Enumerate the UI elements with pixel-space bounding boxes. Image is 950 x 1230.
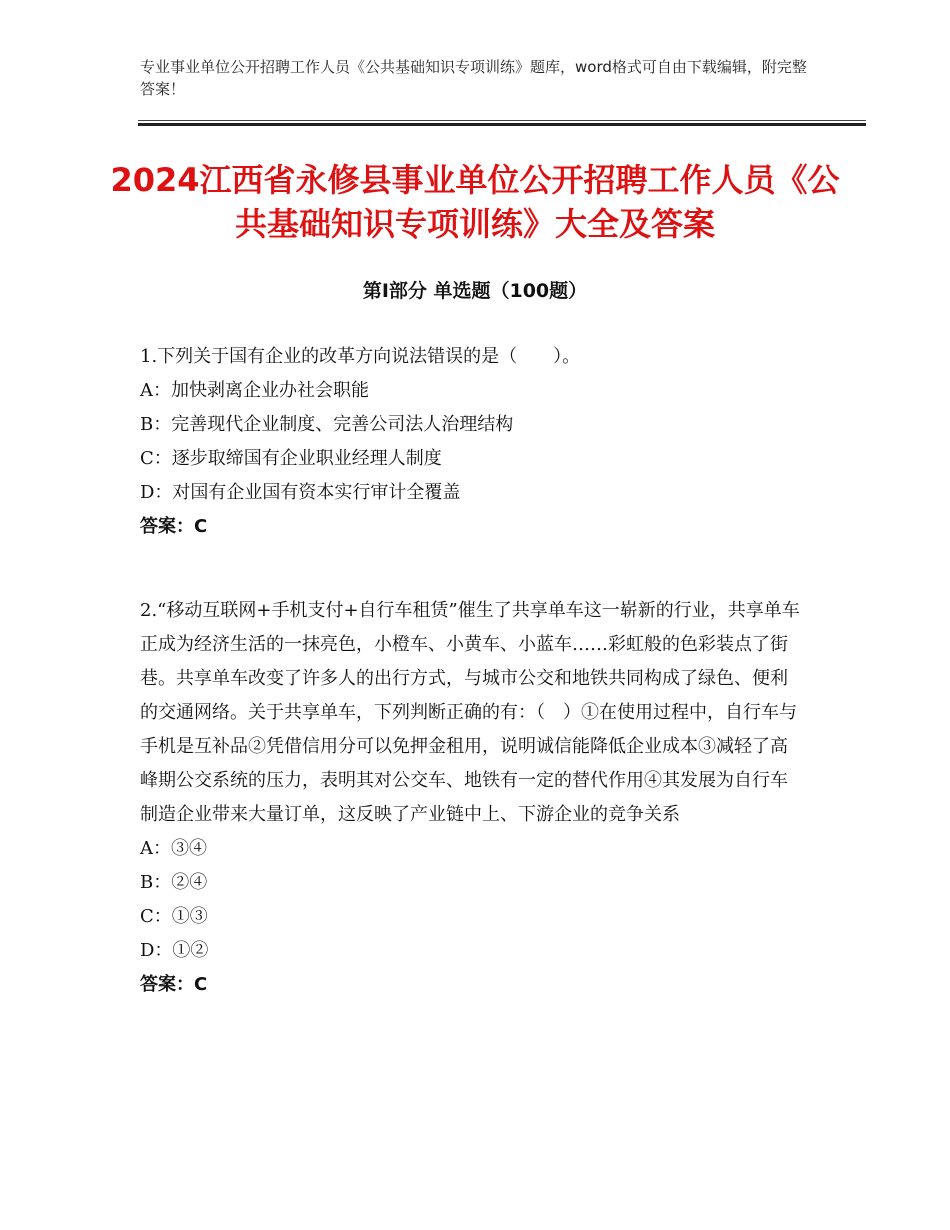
- header-divider-thick: [138, 123, 866, 126]
- question-spacer: [140, 544, 800, 594]
- option-d: D：①②: [140, 940, 209, 961]
- document-title: 2024江西省永修县事业单位公开招聘工作人员《公共基础知识专项训练》大全及答案: [110, 161, 840, 243]
- option-b: B：完善现代企业制度、完善公司法人治理结构: [140, 414, 514, 435]
- header-divider-thin: [138, 120, 866, 121]
- option-c: C：①③: [140, 906, 208, 927]
- option-d: D：对国有企业国有资本实行审计全覆盖: [140, 482, 461, 503]
- answer: 答案：C: [140, 516, 208, 537]
- option-b: B：②④: [140, 872, 208, 893]
- question-stem: 2.“移动互联网+手机支付+自行车租赁”催生了共享单车这一崭新的行业，共享单车正成为经济生活的一抹亮色，小橙车、小黄车、小蓝车……彩虹般的色彩装点了街巷。共享单车改变了许多人的出行方式，与城市公交和地铁共同构成了绿色、便利的交通网络。关于共享单车，下列判断正确的有：（ ）①在使用过程中，自行车与手机是互补品②凭借信用分可以免押金租用，说明诚信能降低企业成本③减轻了高峰期公交系统的压力，表明其对公交车、地铁有一定的替代作用④其发展为自行车制造企业带来大量订单，这反映了产业链中上、下游企业的竞争关系: [140, 600, 800, 825]
- option-c: C：逐步取缔国有企业职业经理人制度: [140, 448, 442, 469]
- header-note: 专业事业单位公开招聘工作人员《公共基础知识专项训练》题库，word格式可自由下载编辑，附完整答案！: [140, 58, 807, 98]
- question-stem: 1.下列关于国有企业的改革方向说法错误的是（ ）。: [140, 346, 581, 367]
- option-a: A：加快剥离企业办社会职能: [140, 380, 369, 401]
- option-a: A：③④: [140, 838, 207, 859]
- question-1: [140, 340, 800, 544]
- answer: 答案：C: [140, 974, 208, 995]
- section-heading: 第Ⅰ部分 单选题（100题）: [362, 280, 588, 302]
- question-2: [140, 594, 800, 1002]
- question-list: [140, 340, 800, 1002]
